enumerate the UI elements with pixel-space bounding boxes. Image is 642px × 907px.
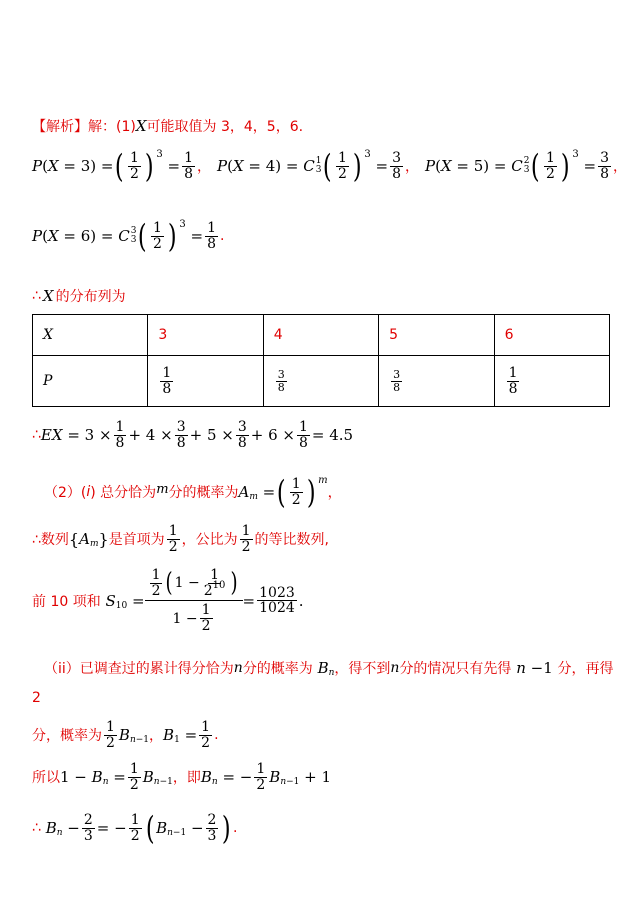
distribution-table	[32, 314, 610, 407]
analysis-label: 【解析】	[32, 119, 88, 135]
part2-ii-cont: 2	[32, 690, 41, 706]
table-cell-p: $\frac{1}{8}$	[494, 356, 609, 407]
table-cell-p: $\frac{3}{8}$	[379, 356, 494, 407]
sequence-line: ∴数列 { A m } 是首项为 $\frac{1}{2}$ ，公比为 $\frac{1}{2}$ 的等比数列,	[32, 523, 329, 555]
table-cell-p: $\frac{3}{8}$	[263, 356, 378, 407]
prob-x3: P(X = 3) =	[32, 157, 114, 175]
final-line: ∴ B n − $\frac{2}{3}$ = − $\frac{1}{2}$ ( B n−1 − $\frac{2}{3}$ ) .	[32, 809, 238, 847]
prob-line-2: P(X = 6) = C 3 3 ( $\frac{1}{2}$ ) 3 = $\frac{1}{8}$ .	[32, 217, 225, 255]
table-row	[33, 315, 610, 356]
part2-i: （2）( i ) 总分恰为 m 分的概率为 A m = ( $\frac{1}{2}$ ) m ，	[44, 473, 342, 511]
table-row	[33, 356, 610, 407]
prob-x5: P(X = 5) = C	[425, 157, 523, 175]
prob-bn-line: 分，概率为 $\frac{1}{2}$ B n−1 ， B 1 = $\frac{1}{2}$ .	[32, 719, 219, 751]
table-cell-x: 5	[379, 315, 494, 356]
ev-result: = 4.5	[311, 426, 354, 445]
table-cell-x: 3	[148, 315, 263, 356]
table-cell-x: 4	[263, 315, 378, 356]
part2-ii: （ii）已调查过的累计得分恰为 n 分的概率为 B n ，得不到 n 分的情况只有先得 n −1 分，再得	[44, 659, 614, 678]
table-cell-p: $\frac{1}{8}$	[148, 356, 263, 407]
possible-values: 可能取值为 3，4，5，6.	[146, 119, 304, 135]
prob-x4: P(X = 4) = C	[217, 157, 315, 175]
recurrence-line: 所以 1 − B n = $\frac{1}{2}$ B n−1 ，即 B n = − $\frac{1}{2}$ B n−1 + 1	[32, 761, 332, 793]
table-head-x: X	[33, 315, 148, 356]
solution-intro	[32, 116, 303, 136]
table-cell-x: 6	[494, 315, 609, 356]
prob-line-1: P(X = 3) = ( $\frac{1}{2}$ ) 3 = $\frac{1}{8}$ ， P(X = 4) = C 1 3 ( $\frac{1}{2}$ ) 3 = $\frac{3}{8}$ ， P(X = 5) = C 2 3 ( $\frac{1}{2}$ ) 3 = $\frac{3}{8}$ ，	[32, 147, 628, 185]
sum-line: 前 10 项和 S 10 = $\frac{1}{2}$ ( 1 − $\frac{1}{2^{10}}$ ) 1 − $\frac{1}{2}$ = $\frac{1023}{1024}$ .	[32, 567, 304, 635]
part1-label: 解：(1)	[88, 119, 136, 135]
sum-fraction: $\frac{1}{2}$ ( 1 − $\frac{1}{2^{10}}$ ) 1 − $\frac{1}{2}$	[145, 568, 243, 634]
distribution-intro: ∴ X 的分布列为	[32, 287, 126, 305]
var-x: X	[135, 117, 147, 135]
prob-x6: P(X = 6) = C	[32, 227, 130, 245]
expected-value: ∴ EX = 3 × $\frac{1}{8}$ + 4 × $\frac{3}{8}$ + 5 × $\frac{3}{8}$ + 6 × $\frac{1}{8}$ = 4.5	[32, 419, 354, 451]
table-head-p: P	[33, 356, 148, 407]
